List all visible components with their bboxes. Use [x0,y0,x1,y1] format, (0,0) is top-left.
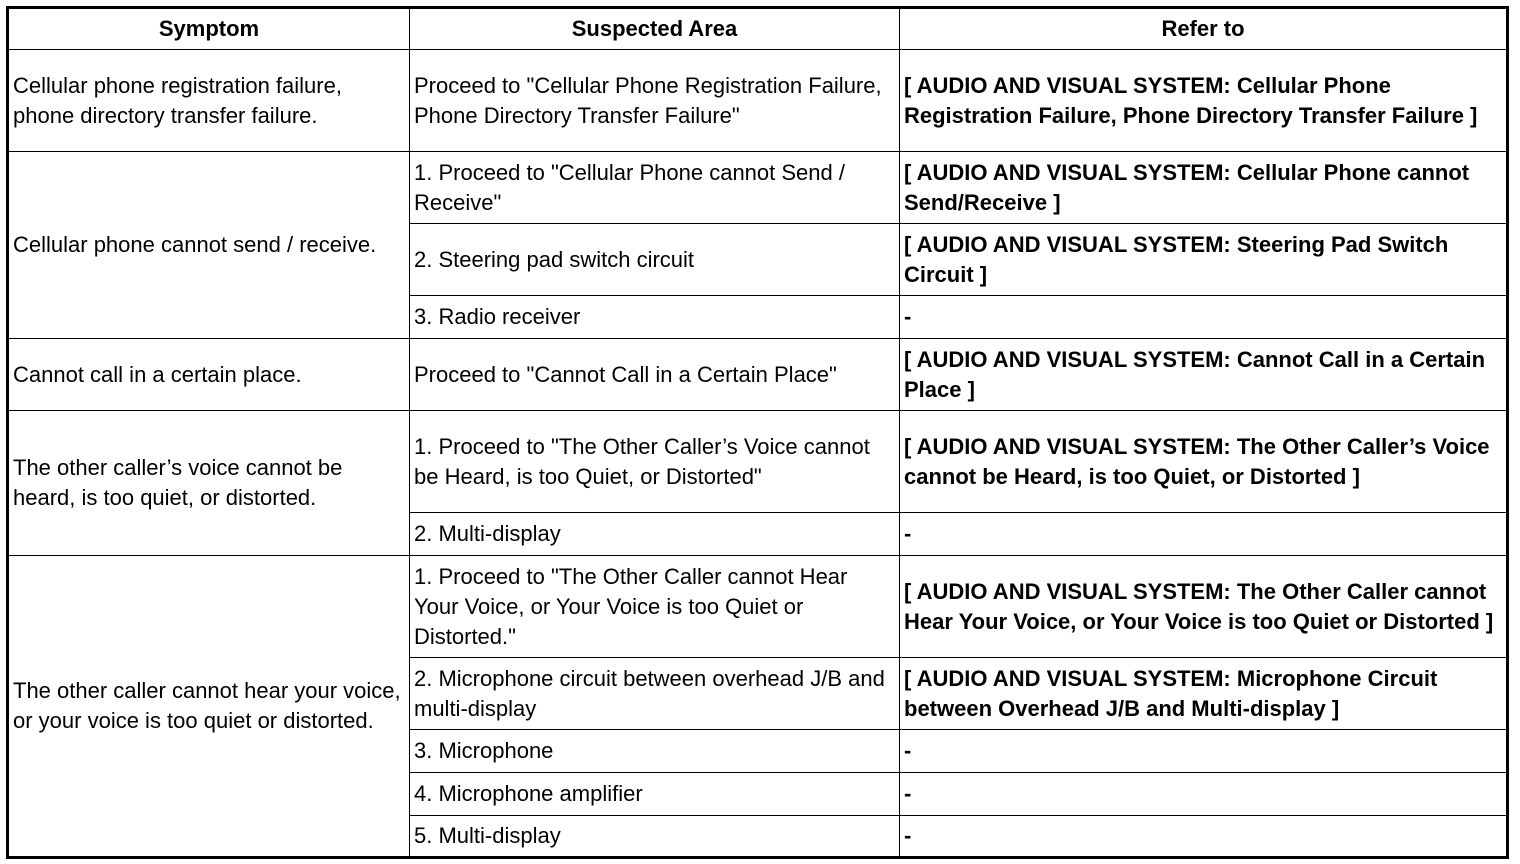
suspected-area-cell: Proceed to "Cannot Call in a Certain Place" [410,339,900,411]
header-row [8,8,1508,50]
table-row [8,50,1508,152]
suspected-area-cell: 3. Radio receiver [410,296,900,339]
refer-to-link[interactable]: [ AUDIO AND VISUAL SYSTEM: Cannot Call in a Certain Place ] [900,339,1508,411]
refer-to-link[interactable]: [ AUDIO AND VISUAL SYSTEM: Cellular Phone Registration Failure, Phone Directory Transfer Failure ] [900,50,1508,152]
refer-to-link[interactable]: [ AUDIO AND VISUAL SYSTEM: The Other Caller’s Voice cannot be Heard, is too Quiet, or Distorted ] [900,411,1508,513]
refer-to-cell: - [900,513,1508,556]
table-row [8,411,1508,513]
header-symptom: Symptom [8,8,410,50]
suspected-area-cell: 3. Microphone [410,730,900,773]
suspected-area-cell: 1. Proceed to "The Other Caller cannot Hear Your Voice, or Your Voice is too Quiet or Distorted." [410,556,900,658]
symptom-cell: The other caller cannot hear your voice, or your voice is too quiet or distorted. [8,556,410,858]
diagnosis-table [6,6,1509,859]
table-row [8,339,1508,411]
refer-to-link[interactable]: [ AUDIO AND VISUAL SYSTEM: Cellular Phone cannot Send/Receive ] [900,152,1508,224]
suspected-area-cell: 2. Multi-display [410,513,900,556]
refer-to-cell: - [900,296,1508,339]
table-row [8,152,1508,224]
suspected-area-cell: 2. Microphone circuit between overhead J/B and multi-display [410,658,900,730]
refer-to-link[interactable]: [ AUDIO AND VISUAL SYSTEM: Steering Pad Switch Circuit ] [900,224,1508,296]
symptom-cell: Cellular phone cannot send / receive. [8,152,410,339]
symptom-cell: Cellular phone registration failure, phone directory transfer failure. [8,50,410,152]
header-suspected-area: Suspected Area [410,8,900,50]
table-row [8,556,1508,658]
refer-to-link[interactable]: [ AUDIO AND VISUAL SYSTEM: The Other Caller cannot Hear Your Voice, or Your Voice is too Quiet or Distorted ] [900,556,1508,658]
suspected-area-cell: 1. Proceed to "Cellular Phone cannot Send / Receive" [410,152,900,224]
refer-to-cell: - [900,730,1508,773]
suspected-area-cell: 2. Steering pad switch circuit [410,224,900,296]
suspected-area-cell: 4. Microphone amplifier [410,773,900,816]
suspected-area-cell: 1. Proceed to "The Other Caller’s Voice cannot be Heard, is too Quiet, or Distorted" [410,411,900,513]
symptom-cell: Cannot call in a certain place. [8,339,410,411]
suspected-area-cell: Proceed to "Cellular Phone Registration Failure, Phone Directory Transfer Failure" [410,50,900,152]
header-refer-to: Refer to [900,8,1508,50]
refer-to-cell: - [900,773,1508,816]
refer-to-cell: - [900,816,1508,858]
refer-to-link[interactable]: [ AUDIO AND VISUAL SYSTEM: Microphone Circuit between Overhead J/B and Multi-display ] [900,658,1508,730]
symptom-cell: The other caller’s voice cannot be heard, is too quiet, or distorted. [8,411,410,556]
suspected-area-cell: 5. Multi-display [410,816,900,858]
